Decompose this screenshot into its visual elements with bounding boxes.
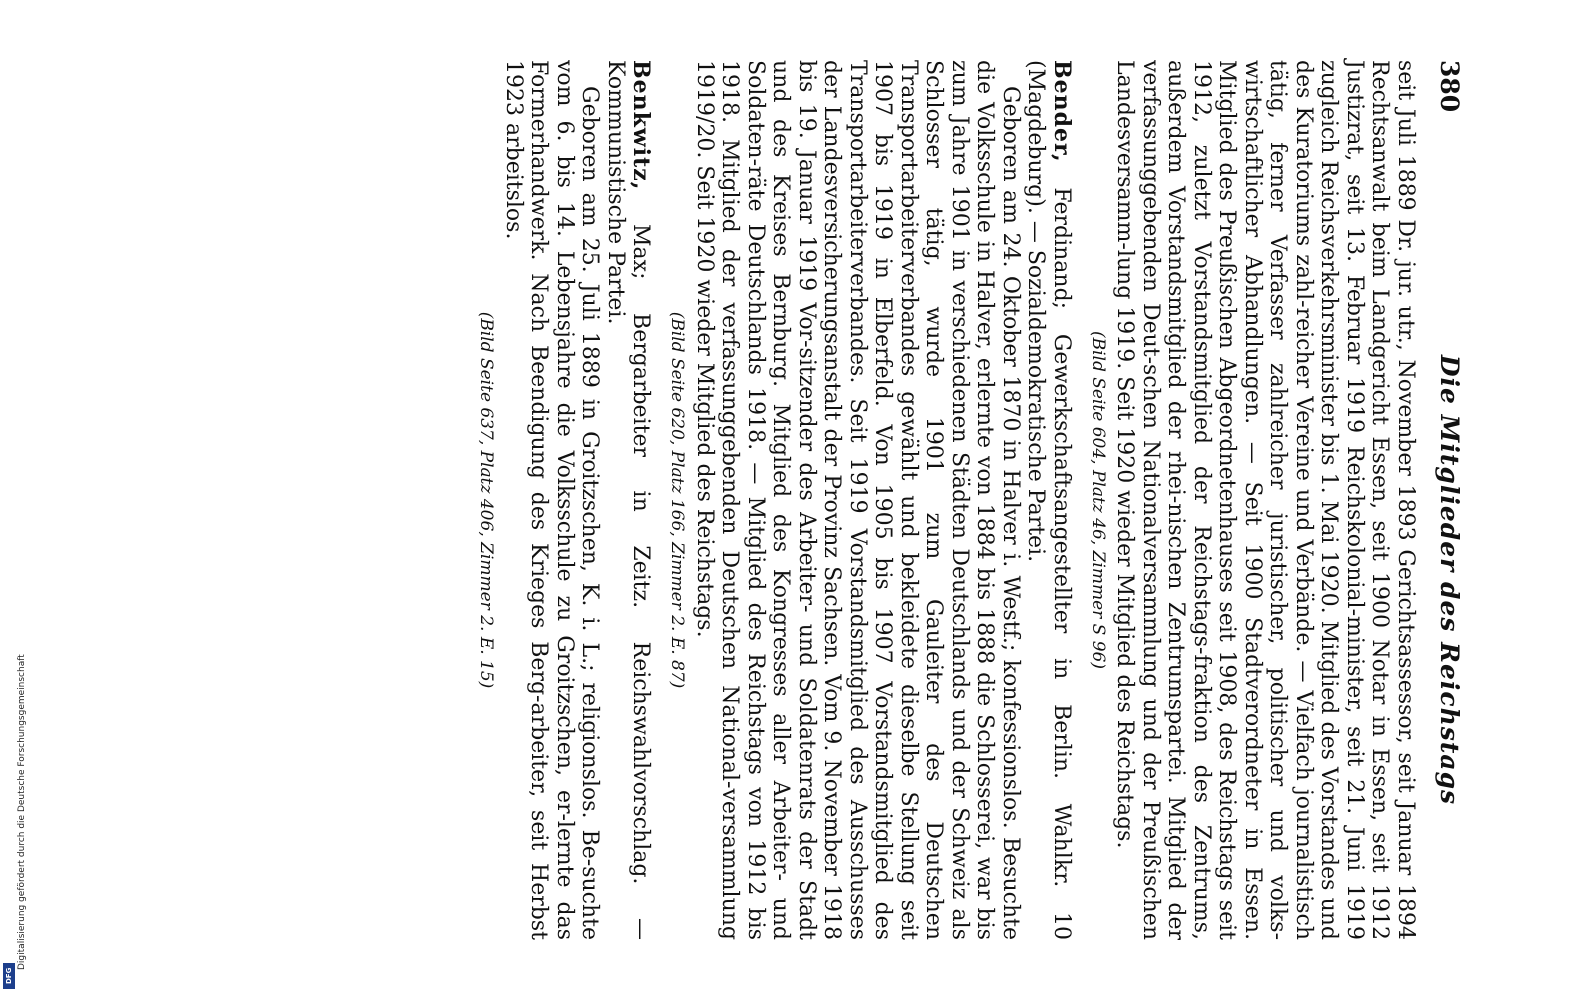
- entry-heading-text: Max; Bergarbeiter in Zeitz. Reichswahlvorschlag. — Kommunistische Partei.: [603, 60, 654, 940]
- member-name: Benkwitz,: [628, 60, 655, 191]
- entry-reference: (Bild Seite 604, Platz 46, Zimmer S 96): [1088, 330, 1108, 670]
- entry-body-text: Geboren am 25. Juli 1889 in Groitzschen, K. i. L.; religionslos. Be-suchte vom 6. bis 14. Lebensjahre die Volksschule zu Groitzschen, er-lernte das Formerhandwerk. Nach Beendigung des Krieges Berg-arbeiter, seit Herbst 1923 arbeitslos.: [501, 60, 603, 940]
- digitization-note-text: Digitalisierung gefördert durch die Deutsche Forschungsgemeinschaft: [17, 654, 27, 970]
- entry-benkwitz: [477, 60, 654, 940]
- digitization-note: [12, 0, 26, 1000]
- entry-continued: [1088, 60, 1418, 940]
- member-name: Bender,: [1049, 60, 1075, 163]
- rotated-page-block: [244, 60, 1464, 940]
- running-title: Die Mitglieder des Reichstags: [1435, 354, 1464, 806]
- dfg-logo: DFG: [3, 963, 15, 989]
- entries-list: [463, 60, 1419, 940]
- entry-bender: [668, 60, 1075, 940]
- entry-reference: (Bild Seite 620, Platz 166, Zimmer 2. E. 87): [667, 311, 688, 689]
- page-header: [1424, 60, 1464, 940]
- entry-body-text: Geboren am 24. Oktober 1870 in Halver i. Westf.; konfessionslos. Besuchte die Volksschule in Halver, erlernte von 1884 bis 1888 die Schlosserei, war bis zum Jahre 1901 in verschiedenen Städten Deutschlands und der Schweiz als Schlosser tätig, wurde 1901 zum Gauleiter des Deutschen Transportarbeiterverbandes gewählt und bekleidete dieselbe Stellung seit 1907 bis 1919 in Elberfeld. Von 1905 bis 1907 Vorstandsmitglied des Transportarbeiterverbandes. Seit 1919 Vorstandsmitglied des Ausschusses der Landesversicherungsanstalt der Provinz Sachsen. Vom 9. November 1918 bis 19. Januar 1919 Vor-sitzender des Arbeiter- und Soldatenrats der Stadt und des Kreises Bernburg. Mitglied des Kongresses aller Arbeiter- und Soldaten-räte Deutschlands 1918. — Mitglied des Reichstags von 1912 bis 1918. Mitglied der verfassunggebenden Deutschen National-versammlung 1919/20. Seit 1920 wieder Mitglied des Reichstags.: [692, 60, 1023, 940]
- entry-reference: (Bild Seite 637, Platz 406, Zimmer 2. E. 15): [476, 311, 497, 689]
- entry-heading: [603, 60, 654, 940]
- entry-heading-text: Ferdinand; Gewerkschaftsangestellter in Berlin. Wahlkr. 10 (Magdeburg). — Sozialdemokratische Partei.: [1023, 60, 1074, 940]
- entry-body-text: seit Juli 1889 Dr. jur. utr., November 1893 Gerichtsassessor, seit Januar 1894 Rechtsanwalt beim Landgericht Essen, seit 1900 Notar in Essen, seit 1912 Justizrat, seit 13. Februar 1919 Reichskolonial-minister, seit 21. Juni 1919 zugleich Reichsverkehrsminister bis 1. Mai 1920. Mitglied des Vorstandes und des Kuratoriums zahl-reicher Vereine und Verbände. — Vielfach journalistisch tätig, ferner Verfasser zahlreicher juristischer, politischer und volks-wirtschaftlicher Abhandlungen. — Seit 1900 Stadtverordneter in Essen. Mitglied des Preußischen Abgeordnetenhauses seit 1908, des Reichstags seit 1912, zuletzt Vorstandsmitglied der Reichstags-fraktion des Zentrums, außerdem Vorstandsmitglied der rhei-nischen Zentrumspartei. Mitglied der verfassunggebenden Deut-schen Nationalversammlung und der Preußischen Landesversamm-lung 1919. Seit 1920 wieder Mitglied des Reichstags.: [1112, 60, 1418, 940]
- entry-heading: [1023, 60, 1074, 940]
- page-number: 380: [1435, 60, 1464, 113]
